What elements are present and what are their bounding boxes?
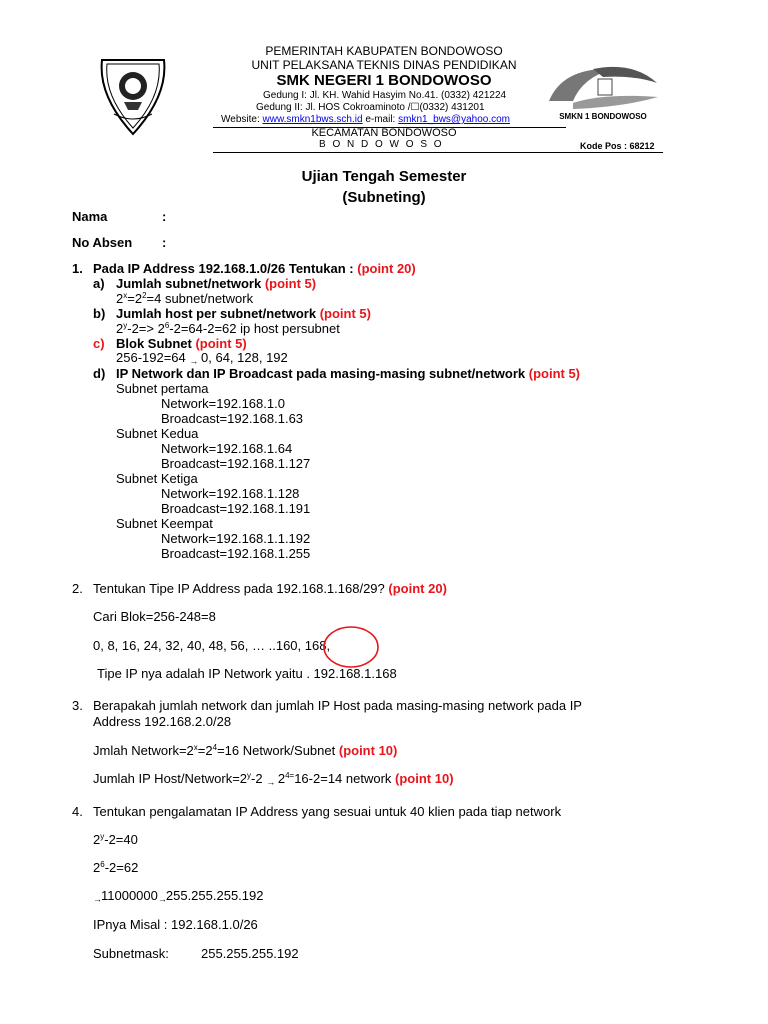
school-name: SMK NEGERI 1 BONDOWOSO [276, 72, 492, 89]
q1c-point: (point 5) [195, 336, 247, 351]
noabsen-colon: : [162, 235, 167, 250]
q4-subnetmask-value: 255.255.255.192 [201, 946, 299, 961]
exam-subtitle: (Subneting) [342, 189, 426, 206]
q1b-text: Jumlah host per subnet/network [116, 306, 317, 321]
noabsen-label: No Absen [72, 235, 133, 250]
address-line1: Gedung I: Jl. KH. Wahid Hasyim No.41. (0332) 421224 [263, 90, 507, 101]
email-link[interactable]: smkn1_bws@yahoo.com [398, 114, 510, 125]
q1a-label: a) [93, 276, 105, 291]
city-name: B O N D O W O S O [319, 139, 444, 150]
subnet-2-broadcast: Broadcast=192.168.1.127 [161, 456, 311, 471]
nama-label: Nama [72, 209, 108, 224]
smkn-logo-label: SMKN 1 BONDOWOSO [559, 112, 647, 121]
q1-text: Pada IP Address 192.168.1.0/26 Tentukan : [93, 261, 354, 276]
q2-question [93, 581, 447, 596]
q2-ip-type: Tipe IP nya adalah IP Network yaitu . 192.168.1.168 [97, 666, 397, 681]
q1b-label: b) [93, 306, 106, 321]
subnet-4-network: Network=192.168.1.1.192 [161, 531, 311, 546]
q1d-point: (point 5) [528, 366, 581, 381]
q1d-label: d) [93, 366, 106, 381]
subnet-2-name: Subnet Kedua [116, 426, 199, 441]
subnet-4-broadcast: Broadcast=192.168.1.255 [161, 546, 311, 561]
q1b-question [116, 306, 371, 321]
q1-point: (point 20) [357, 261, 416, 276]
nama-colon: : [162, 209, 167, 224]
kecamatan: KECAMATAN BONDOWOSO [311, 127, 457, 139]
q4-ip-example: IPnya Misal : 192.168.1.0/26 [93, 917, 258, 932]
q2-blok: Cari Blok=256-248=8 [93, 609, 216, 624]
arrow-icon: → [266, 777, 275, 787]
subnet-1-network: Network=192.168.1.0 [161, 396, 285, 411]
q1c-answer: 256-192=64 → 0, 64, 128, 192 [116, 350, 288, 366]
q4-subnetmask-label: Subnetmask: [93, 946, 169, 961]
q2-sequence-text: 0, 8, 16, 24, 32, 40, 48, 56, … ..160, [93, 638, 302, 653]
address-line2: Gedung II: Jl. HOS Cokroaminoto /☐(0332) 431201 [256, 102, 485, 113]
q2-point: (point 20) [388, 581, 447, 596]
subnet-4-name: Subnet Keempat [116, 516, 213, 531]
q1a-text: Jumlah subnet/network [116, 276, 262, 291]
q3-host-answer: Jumlah IP Host/$Network=2^y-2 \to 2^{4=}16-2=14$ network (point 10) [93, 771, 454, 787]
q1-question [93, 261, 416, 276]
subnet-3-name: Subnet Ketiga [116, 471, 198, 486]
q4-line2: $2^6-2=62$ [93, 860, 139, 875]
q1a-point: (point 5) [264, 276, 317, 291]
email-label: e-mail: [365, 114, 396, 125]
q1d-text: IP Network dan IP Broadcast pada masing-masing subnet/network [116, 366, 526, 381]
q2-number: 2. [72, 581, 83, 596]
q2-circled-value: 168, [304, 638, 331, 653]
website-link[interactable]: www.smkn1bws.sch.id [262, 114, 363, 125]
arrow-icon: → [189, 356, 198, 366]
q1c-question [116, 336, 247, 351]
subnet-3-network: Network=192.168.1.128 [161, 486, 300, 501]
header-line1: PEMERINTAH KABUPATEN BONDOWOSO [265, 44, 503, 58]
q1c-label: c) [93, 336, 105, 351]
q1b-answer: $2^y-2=> 2^6-2=64-2=62$ ip host persubnet [116, 321, 340, 336]
subnet-1-name: Subnet pertama [116, 381, 209, 396]
header-bottom-rule [213, 152, 663, 153]
q4-line1: $2^y-2=40$ [93, 832, 138, 847]
subnet-1-broadcast: Broadcast=192.168.1.63 [161, 411, 304, 426]
subnet-2-network: Network=192.168.1.64 [161, 441, 293, 456]
arrow-icon: → [93, 894, 101, 904]
q4-number: 4. [72, 804, 83, 819]
website-label: Website: [221, 114, 260, 125]
arrow-icon: → [157, 894, 166, 904]
q3-network-point: (point 10) [338, 743, 398, 758]
circle-annotation [320, 624, 382, 670]
q3-network-answer: Jmlah $Network=2^x=2^4=16$ Network/Subnet (point 10) [93, 743, 398, 758]
q1d-question [116, 366, 580, 381]
smkn-logo [543, 63, 663, 123]
q3-text-line2: Address 192.168.2.0/28 [93, 714, 232, 729]
exam-title: Ujian Tengah Semester [301, 168, 467, 185]
q2-sequence [93, 638, 330, 653]
q1b-point: (point 5) [319, 306, 371, 321]
q4-text: Tentukan pengalamatan IP Address yang sesuai untuk 40 klien pada tiap network [93, 804, 562, 819]
q2-text: Tentukan Tipe IP Address pada 192.168.1.168/29? [93, 581, 385, 596]
q1-number: 1. [72, 261, 83, 276]
q1c-text: Blok Subnet [116, 336, 192, 351]
q1a-answer: $2^x=2^2=4$ subnet/network [116, 291, 254, 306]
postal-code: Kode Pos : 68212 [580, 141, 655, 151]
q3-host-point: (point 10) [395, 771, 454, 786]
subnet-3-broadcast: Broadcast=192.168.1.191 [161, 501, 311, 516]
q4-line3: →11000000→255.255.255.192 [93, 888, 264, 904]
q1a-question [116, 276, 316, 291]
contact-line [221, 114, 510, 125]
header-line2: UNIT PELAKSANA TEKNIS DINAS PENDIDIKAN [251, 58, 517, 72]
q3-number: 3. [72, 698, 83, 713]
q3-text-line1: Berapakah jumlah network dan jumlah IP Host pada masing-masing network pada IP [93, 698, 582, 713]
